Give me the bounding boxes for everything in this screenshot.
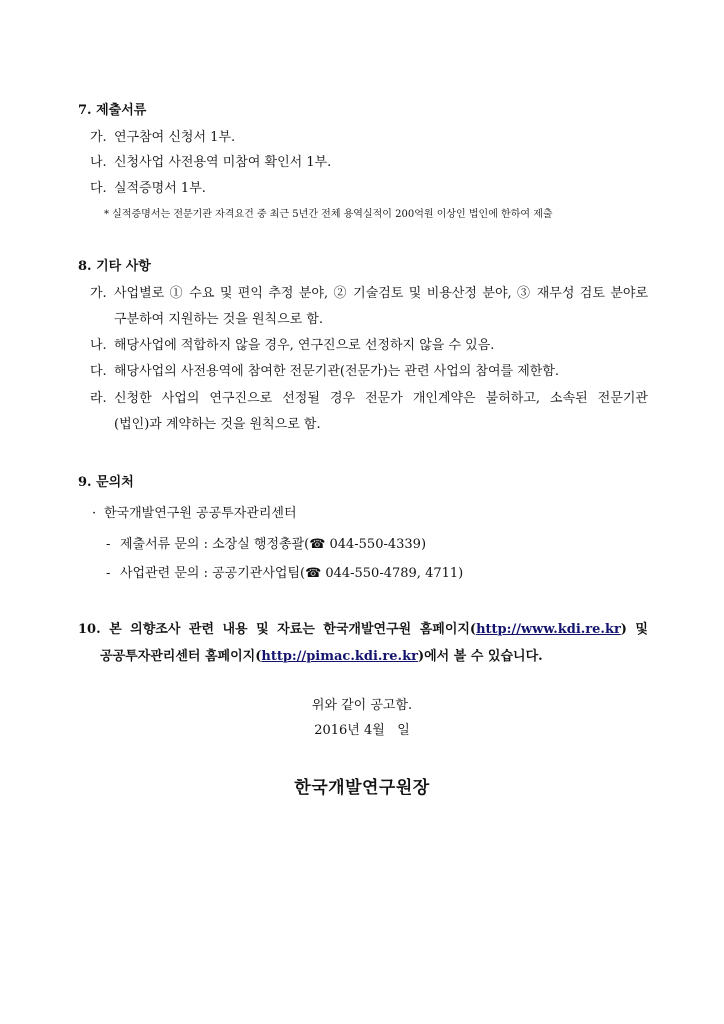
item-text: 실적증명서 1부. [114,181,206,196]
item-text-continuation: (법인)과 계약하는 것을 원칙으로 함. [114,417,321,432]
item-text: 해당사업에 적합하지 않을 경우, 연구진으로 선정하지 않을 수 있음. [114,338,495,353]
section-8-item-da [90,363,559,381]
close-paren: ) [420,537,427,552]
bullet-mark: · [92,506,97,521]
item-text: 신청한 사업의 연구진으로 선정될 경우 전문가 개인계약은 불허하고, 소속된 전문기관 [114,391,648,406]
contact-line-documents [106,536,426,554]
section-7-footnote: * 실적증명서는 전문기관 자격요건 중 최근 5년간 전체 용역실적이 200억원 이상인 법인에 한하여 제출 [104,209,553,220]
item-marker: 다. [90,364,107,379]
section-9-heading: 9. 문의처 [78,475,134,490]
item-text: 해당사업의 사전용역에 참여한 전문기관(전문가)는 관련 사업의 참여를 제한함. [114,364,560,379]
item-marker: 라. [90,391,107,406]
phone-icon: ☎ [305,566,322,581]
section-7-item-ga [90,129,235,147]
announcement-date: 2016년 4월 일 [314,723,410,738]
item-marker: 다. [90,181,107,196]
section-8-item-ga [90,285,648,303]
section-10-number: 10. [78,622,101,637]
item-marker: 나. [90,338,107,353]
section-10-text: 공공투자관리센터 홈페이지( [100,649,262,664]
contact-line-projects [106,565,463,583]
section-10-line-1 [78,621,648,639]
pimac-homepage-link[interactable]: http://pimac.kdi.re.kr [261,649,418,664]
item-text: 신청사업 사전용역 미참여 확인서 1부. [114,155,332,170]
close-paren: ) [458,566,464,581]
phone-icon: ☎ [309,537,326,552]
item-marker: 가. [90,130,107,145]
contact-label: 사업관련 문의 : 공공기관사업팀( [120,566,306,581]
section-10-line-2 [100,648,543,666]
section-10-text: 본 의향조사 관련 내용 및 자료는 한국개발연구원 홈페이지( [109,622,477,637]
phone-number: 044-550-4789, 4711 [325,566,459,581]
closing-statement: 위와 같이 공고함. [311,698,413,713]
section-10-text-end: ) 및 [620,622,648,637]
issuer-signature: 한국개발연구원장 [294,778,430,798]
dash-mark: - [106,566,111,581]
dash-mark: - [106,537,111,552]
organization-name: 한국개발연구원 공공투자관리센터 [104,506,297,521]
contact-label: 제출서류 문의 : 소장실 행정총괄( [120,537,310,552]
kdi-homepage-link[interactable]: http://www.kdi.re.kr [476,622,621,637]
section-8-heading: 8. 기타 사항 [78,259,151,274]
section-8-item-na [90,337,494,355]
phone-number: 044-550-4339 [329,537,421,552]
section-7-heading: 7. 제출서류 [78,103,147,118]
section-7-item-na [90,154,331,172]
item-text: 사업별로 ① 수요 및 편익 추정 분야, ② 기술검토 및 비용산정 분야, ③ 재무성 검토 분야로 [114,286,648,301]
item-text-continuation: 구분하여 지원하는 것을 원칙으로 함. [114,312,324,327]
item-text: 연구참여 신청서 1부. [114,130,236,145]
item-marker: 가. [90,286,107,301]
contact-organization [92,505,297,523]
section-10-text-end: )에서 볼 수 있습니다. [417,649,543,664]
section-8-item-ra [90,390,648,408]
section-7-item-da [90,180,206,198]
item-marker: 나. [90,155,107,170]
